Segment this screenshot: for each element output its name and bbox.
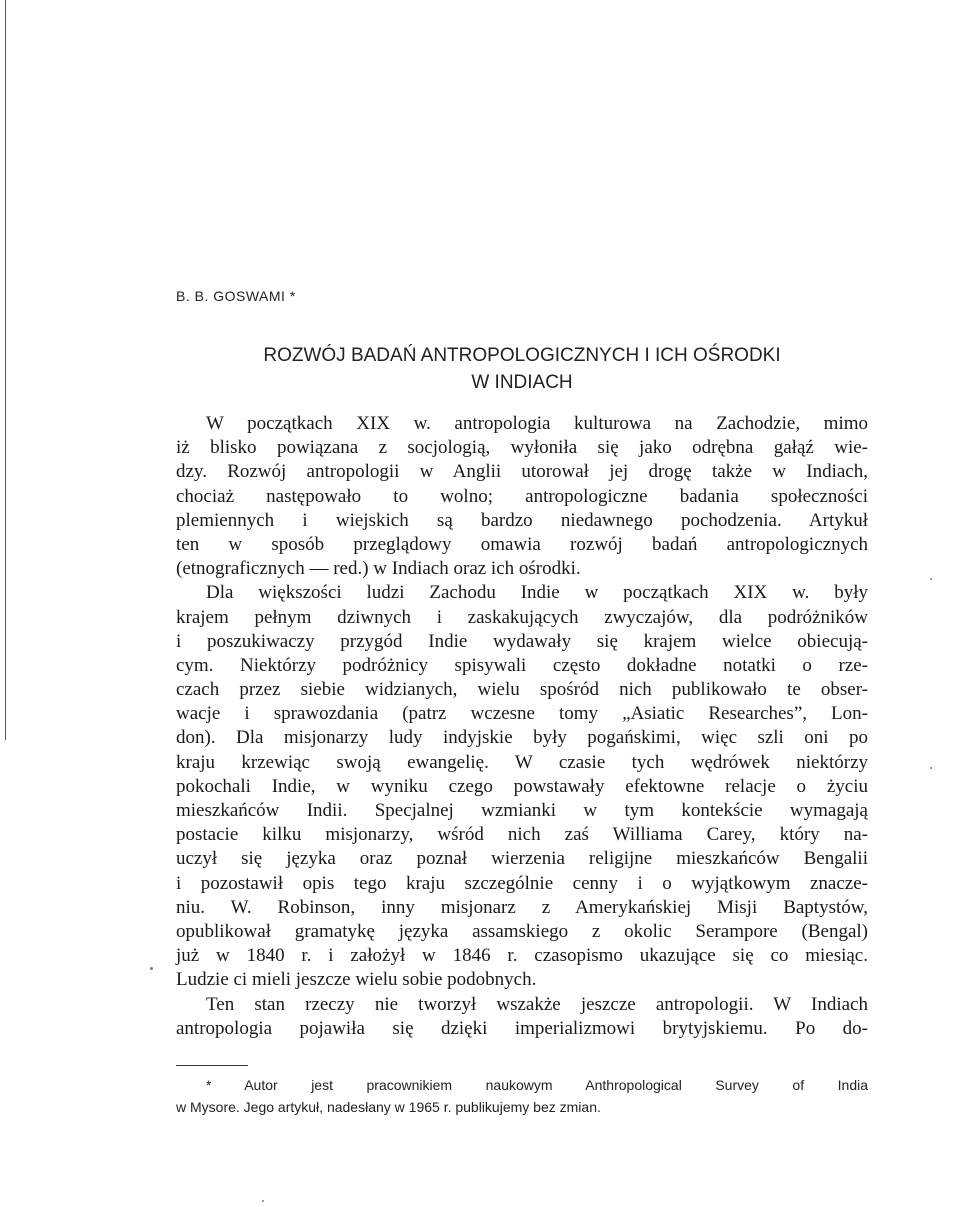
body-line: plemiennych i wiejskich są bardzo niedawnego pochodzenia. Artykuł [176, 509, 868, 531]
body-line: iż blisko powiązana z socjologią, wyłoniła się jako odrębna gałąź wie- [176, 437, 868, 459]
scan-speck [930, 578, 932, 580]
footnote [176, 1074, 868, 1118]
body-line: niu. W. Robinson, inny misjonarz z Amerykańskiej Misji Baptystów, [176, 896, 868, 918]
body-line: uczył się języka oraz poznał wierzenia religijne mieszkańców Bengalii [176, 848, 868, 870]
body-line: antropologia pojawiła się dzięki imperializmowi brytyjskiemu. Po do- [176, 1017, 868, 1039]
scan-speck [262, 1200, 264, 1202]
article-title [176, 342, 868, 396]
scan-speck [930, 767, 932, 769]
title-line-2: W INDIACH [471, 372, 573, 393]
body-line: Ten stan rzeczy nie tworzył wszakże jeszcze antropologii. W Indiach [206, 993, 868, 1015]
body-line: krajem pełnym dziwnych i zaskakujących zwyczajów, dla podróżników [176, 606, 868, 628]
body-line: don). Dla misjonarzy ludy indyjskie były pogańskimi, więc szli oni po [176, 727, 868, 749]
body-line: kraju krzewiąc swoją ewangelię. W czasie tych wędrówek niektórzy [176, 751, 868, 773]
body-line: i pozostawił opis tego kraju szczególnie cenny i o wyjątkowym znacze- [176, 872, 868, 894]
body-line: (etnograficznych — red.) w Indiach oraz ich ośrodki. [176, 558, 581, 580]
body-line: postacie kilku misjonarzy, wśród nich zaś Williama Carey, który na- [176, 824, 868, 846]
body-line: Ludzie ci mieli jeszcze wielu sobie podobnych. [176, 969, 537, 991]
body-line: dzy. Rozwój antropologii w Anglii utorował jej drogę także w Indiach, [176, 461, 868, 483]
footnote-line-2: w Mysore. Jego artykuł, nadesłany w 1965 r. publikujemy bez zmian. [176, 1099, 601, 1115]
footnote-separator [176, 1065, 248, 1066]
left-margin-line [5, 0, 6, 740]
body-line: pokochali Indie, w wyniku czego powstawały efektowne relacje o życiu [176, 775, 868, 797]
body-line: W początkach XIX w. antropologia kulturowa na Zachodzie, mimo [206, 413, 868, 434]
body-line: wacje i sprawozdania (patrz wczesne tomy „Asiatic Researches”, Lon- [176, 703, 868, 725]
scan-speck [150, 967, 153, 970]
body-line: mieszkańców Indii. Specjalnej wzmianki w tym kontekście wymagają [176, 800, 868, 821]
body-line: chociaż następowało to wolno; antropologiczne badania społeczności [176, 485, 868, 507]
article-body [176, 412, 868, 1041]
title-line-1: ROZWÓJ BADAŃ ANTROPOLOGICZNYCH I ICH OŚRODKI [263, 345, 781, 366]
body-line: opublikował gramatykę języka assamskiego z okolic Serampore (Bengal) [176, 920, 868, 942]
body-line: cym. Niektórzy podróżnicy spisywali często dokładne notatki o rze- [176, 654, 868, 676]
body-line: już w 1840 r. i założył w 1846 r. czasopismo ukazujące się co miesiąc. [176, 945, 868, 967]
body-line: i poszukiwaczy przygód Indie wydawały się krajem wielce obiecują- [176, 630, 868, 652]
author-name: B. B. GOSWAMI * [176, 288, 296, 304]
footnote-line-1: * Autor jest pracownikiem naukowym Anthropological Survey of India [206, 1077, 868, 1093]
body-line: Dla większości ludzi Zachodu Indie w początkach XIX w. były [206, 582, 868, 604]
body-line: czach przez siebie widzianych, wielu spośród nich publikowało te obser- [176, 679, 868, 701]
body-line: ten w sposób przeglądowy omawia rozwój badań antropologicznych [176, 533, 868, 555]
